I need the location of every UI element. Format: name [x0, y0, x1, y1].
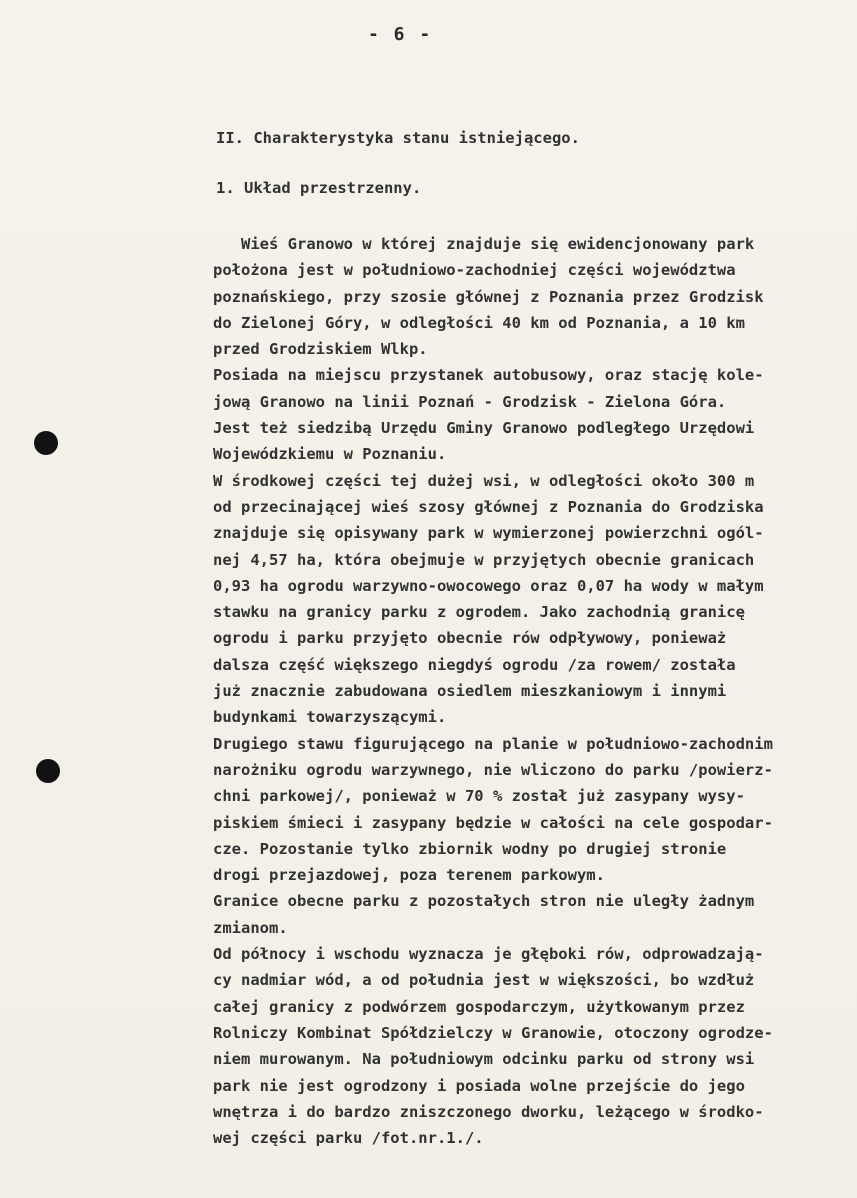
text-line: nej 4,57 ha, która obejmuje w przyjętych obecnie granicach: [213, 550, 755, 569]
body-text: [213, 231, 843, 1151]
text-line: Posiada na miejscu przystanek autobusowy, oraz stację kole-: [213, 366, 764, 385]
text-line: budynkami towarzyszącymi.: [213, 708, 447, 727]
text-line: dalsza część większego niegdyś ogrodu /za rowem/ została: [213, 655, 736, 674]
text-line: ogrodu i parku przyjęto obecnie rów odpływowy, ponieważ: [213, 629, 727, 648]
text-line: Od północy i wschodu wyznacza je głęboki rów, odprowadzają-: [213, 945, 764, 964]
text-line: zmianom.: [213, 918, 288, 937]
text-line: niem murowanym. Na południowym odcinku parku od strony wsi: [213, 1050, 755, 1069]
page-number: - 6 -: [368, 24, 433, 45]
text-line: Rolniczy Kombinat Spółdzielczy w Granowie, otoczony ogrodze-: [213, 1023, 773, 1042]
subsection-heading: 1. Układ przestrzenny.: [216, 179, 422, 197]
text-line: cy nadmiar wód, a od południa jest w większości, bo wzdłuż: [213, 971, 755, 990]
text-line: Wieś Granowo w której znajduje się ewidencjonowany park: [213, 235, 755, 253]
text-line: od przecinającej wieś szosy głównej z Poznania do Grodziska: [213, 497, 764, 516]
text-line: przed Grodziskiem Wlkp.: [213, 340, 428, 359]
punch-hole: [34, 431, 58, 455]
text-line: do Zielonej Góry, w odległości 40 km od Poznania, a 10 km: [213, 313, 745, 332]
text-line: wej części parku /fot.nr.1./.: [213, 1129, 484, 1148]
text-line: narożniku ogrodu warzywnego, nie wliczono do parku /powierz-: [213, 760, 773, 779]
text-line: już znacznie zabudowana osiedlem mieszkaniowym i innymi: [213, 682, 727, 701]
text-line: Drugiego stawu figurującego na planie w południowo-zachodnim: [213, 734, 773, 753]
text-line: znajduje się opisywany park w wymierzonej powierzchni ogól-: [213, 524, 764, 543]
punch-hole: [36, 759, 60, 783]
text-line: Jest też siedzibą Urzędu Gminy Granowo podległego Urzędowi: [213, 419, 755, 438]
text-line: piskiem śmieci i zasypany będzie w całości na cele gospodar-: [213, 813, 773, 832]
text-line: cze. Pozostanie tylko zbiornik wodny po drugiej stronie: [213, 839, 727, 858]
section-heading: II. Charakterystyka stanu istniejącego.: [216, 129, 580, 147]
text-line: park nie jest ogrodzony i posiada wolne przejście do jego: [213, 1076, 745, 1095]
text-line: drogi przejazdowej, poza terenem parkowym.: [213, 866, 605, 885]
text-line: 0,93 ha ogrodu warzywno-owocowego oraz 0,07 ha wody w małym: [213, 576, 764, 595]
text-line: Granice obecne parku z pozostałych stron nie uległy żadnym: [213, 892, 755, 911]
text-line: stawku na granicy parku z ogrodem. Jako zachodnią granicę: [213, 603, 745, 622]
text-line: chni parkowej/, ponieważ w 70 % został już zasypany wysy-: [213, 787, 745, 806]
text-line: Wojewódzkiemu w Poznaniu.: [213, 445, 447, 464]
text-line: położona jest w południowo-zachodniej części województwa: [213, 261, 736, 280]
text-line: wnętrza i do bardzo zniszczonego dworku, leżącego w środko-: [213, 1102, 764, 1121]
text-line: całej granicy z podwórzem gospodarczym, użytkowanym przez: [213, 997, 745, 1016]
text-line: jową Granowo na linii Poznań - Grodzisk - Zielona Góra.: [213, 392, 727, 411]
text-line: poznańskiego, przy szosie głównej z Poznania przez Grodzisk: [213, 287, 764, 306]
text-line: W środkowej części tej dużej wsi, w odległości około 300 m: [213, 471, 755, 490]
